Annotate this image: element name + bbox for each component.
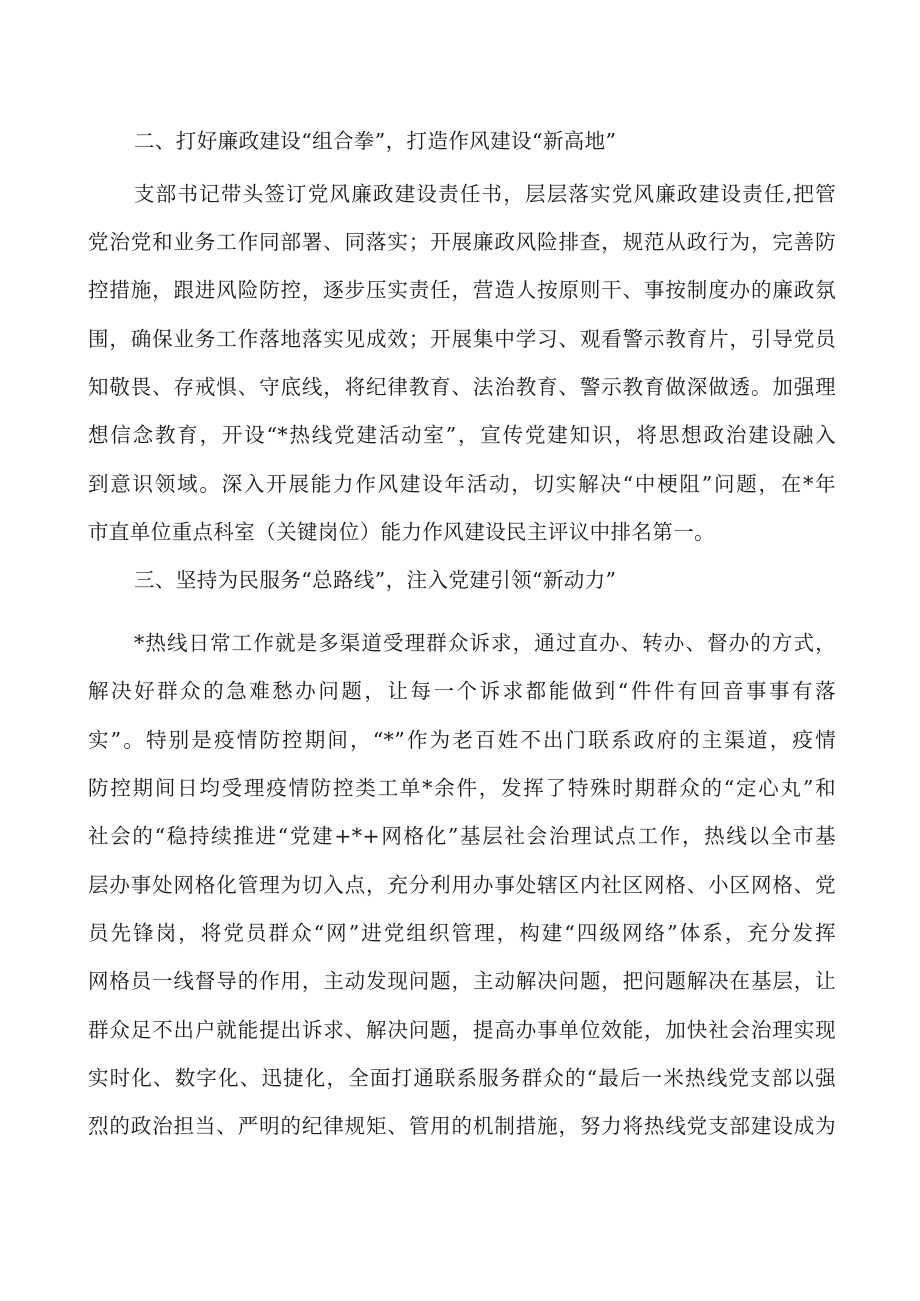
paragraph-line: 到意识领域。深入开展能力作风建设年活动，切实解决“中梗阻”问题，在*年 [88,472,836,496]
paragraph-line: 网格员一线督导的作用，主动发现问题，主动解决问题，把问题解决在基层，让 [88,969,836,993]
paragraph-line: *热线日常工作就是多渠道受理群众诉求，通过直办、转办、督办的方式， [134,631,836,655]
paragraph-line: 防控期间日均受理疫情防控类工单*余件，发挥了特殊时期群众的“定心丸”和 [88,776,836,800]
paragraph-line: 解决好群众的急难愁办问题，让每一个诉求都能做到“件件有回音事事有落 [88,679,836,703]
paragraph-line: 群众足不出户就能提出诉求、解决问题，提高办事单位效能，加快社会治理实现 [88,1018,836,1042]
paragraph-line: 实时化、数字化、迅捷化，全面打通联系服务群众的“最后一米热线党支部以强 [88,1066,836,1090]
paragraph-line: 控措施，跟进风险防控，逐步压实责任，营造人按原则干、事按制度办的廉政氛 [88,278,836,302]
paragraph-line: 围，确保业务工作落地落实见成效；开展集中学习、观看警示教育片，引导党员 [88,327,836,351]
paragraph-line: 实”。特别是疫情防控期间，“*”作为老百姓不出门联系政府的主渠道，疫情 [88,728,836,752]
section-heading-2: 二、打好廉政建设“组合拳”，打造作风建设“新高地” [134,129,617,153]
section-heading-3: 三、坚持为民服务“总路线”，注入党建引领“新动力” [134,568,617,592]
paragraph-line: 支部书记带头签订党风廉政建设责任书，层层落实党风廉政建设责任,把管 [134,182,836,206]
paragraph-line: 层办事处网格化管理为切入点，充分利用办事处辖区内社区网格、小区网格、党 [88,873,836,897]
paragraph-line: 烈的政治担当、严明的纪律规矩、管用的机制措施，努力将热线党支部建设成为 [88,1114,836,1138]
paragraph-line: 党治党和业务工作同部署、同落实；开展廉政风险排查，规范从政行为，完善防 [88,230,836,254]
paragraph-line: 想信念教育，开设“*热线党建活动室”，宣传党建知识，将思想政治建设融入 [88,423,836,447]
paragraph-line: 社会的“稳持续推进“党建+*+网格化”基层社会治理试点工作，热线以全市基 [88,824,836,848]
paragraph-line: 市直单位重点科室（关键岗位）能力作风建设民主评议中排名第一。 [88,520,715,544]
paragraph-line: 知敬畏、存戒惧、守底线，将纪律教育、法治教育、警示教育做深做透。加强理 [88,375,836,399]
paragraph-line: 员先锋岗，将党员群众“网”进党组织管理，构建“四级网络”体系，充分发挥 [88,921,836,945]
